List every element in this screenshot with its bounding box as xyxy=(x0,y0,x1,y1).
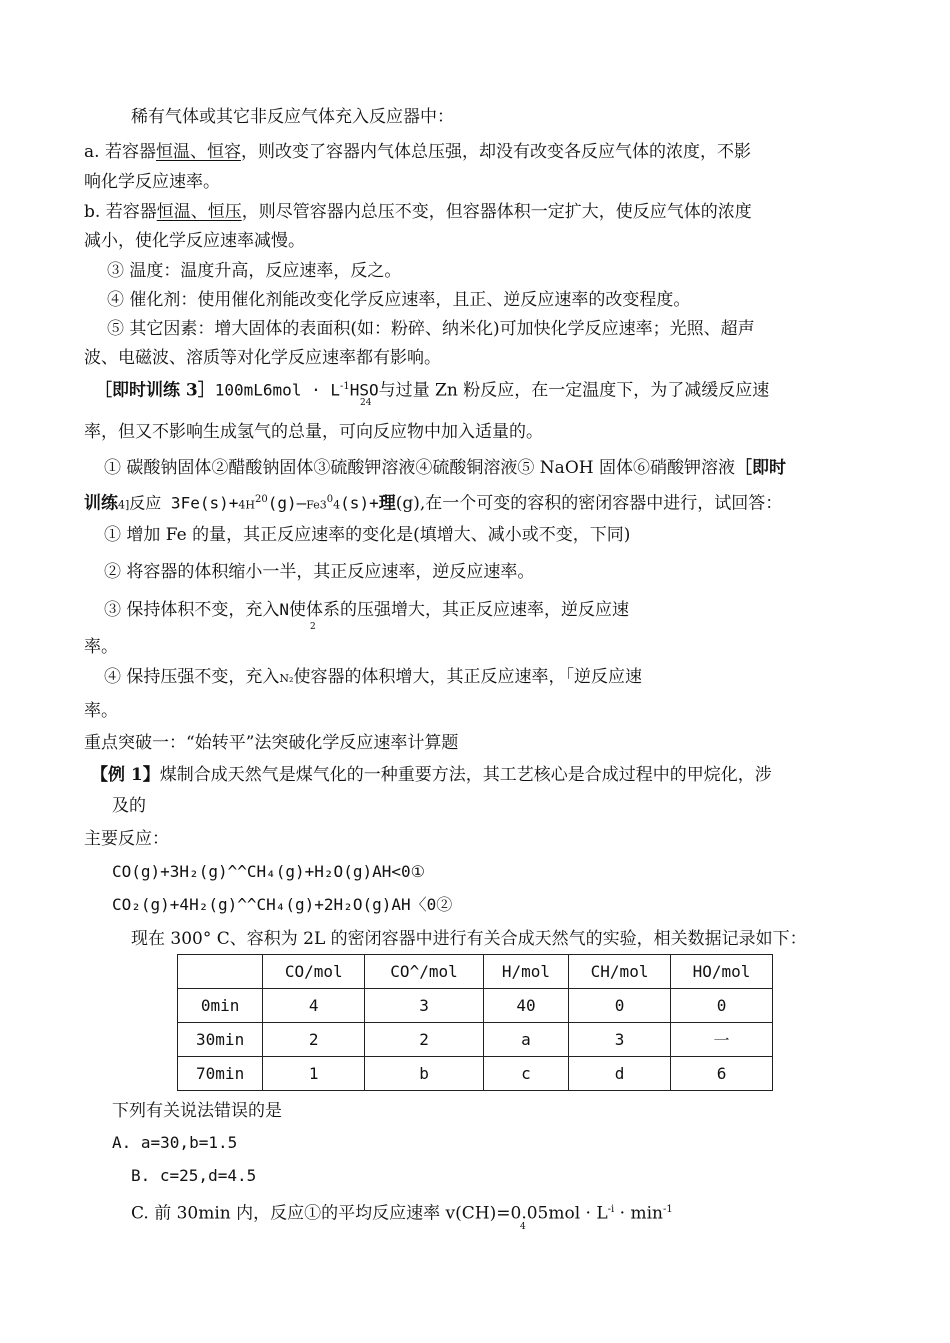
text-line: ④ 保持压强不变，充入N₂使容器的体积增大，其正反应速率，「逆反应速 xyxy=(104,667,642,687)
text-line: 主要反应： xyxy=(84,829,169,849)
equation-1: CO(g)+3H₂(g)^^CH₄(g)+H₂O(g)AH<0① xyxy=(112,862,425,881)
table-cell: 0min xyxy=(178,989,263,1023)
table-cell: 一 xyxy=(671,1023,773,1057)
table-cell: 2 xyxy=(263,1023,365,1057)
table-row xyxy=(178,1057,773,1091)
text-line: ③ 保持体积不变，充入N使体系的压强增大，其正反应速率，逆反应速 xyxy=(104,600,630,620)
text-line: ⑤ 其它因素：增大固体的表面积(如：粉碎、纳米化)可加快化学反应速率；光照、超声 xyxy=(107,319,755,339)
text-line: 现在 300° C、容积为 2L 的密闭容器中进行有关合成天然气的实验，相关数据记录如下： xyxy=(131,929,807,949)
text-line: 响化学反应速率。 xyxy=(84,172,220,192)
text-line: b. 若容器恒温、恒压，则尽管容器内总压不变，但容器体积一定扩大，使反应气体的浓度 xyxy=(84,202,752,222)
section-heading: 重点突破一：“始转平”法突破化学反应速率计算题 xyxy=(84,733,459,753)
table-cell: 70min xyxy=(178,1057,263,1091)
table-cell: a xyxy=(483,1023,568,1057)
text-line: 下列有关说法错误的是 xyxy=(112,1101,282,1121)
subscript: 24 xyxy=(360,398,372,408)
table-cell: b xyxy=(365,1057,484,1091)
text-line: ① 碳酸钠固体②醋酸钠固体③硫酸钾溶液④硫酸铜溶液⑤ NaOH 固体⑥硝酸钾溶液［即时 xyxy=(104,458,786,478)
table-header-cell: CO/mol xyxy=(263,955,365,989)
text-line: ① 增加 Fe 的量，其正反应速率的变化是(填增大、减小或不变，下同) xyxy=(104,525,631,545)
text-line: 稀有气体或其它非反应气体充入反应器中： xyxy=(131,107,454,127)
option-a: A. a=30,b=1.5 xyxy=(112,1133,238,1152)
example-1-line: 【例 1】煤制合成天然气是煤气化的一种重要方法，其工艺核心是合成过程中的甲烷化，涉 xyxy=(91,765,772,785)
table-cell: 1 xyxy=(263,1057,365,1091)
table-header-cell: HO/mol xyxy=(671,955,773,989)
text-line: 波、电磁波、溶质等对化学反应速率都有影响。 xyxy=(84,348,441,368)
table-cell: 2 xyxy=(365,1023,484,1057)
subscript: 2 xyxy=(310,622,316,632)
table-cell: 30min xyxy=(178,1023,263,1057)
text-line: ④ 催化剂：使用催化剂能改变化学反应速率，且正、逆反应速率的改变程度。 xyxy=(107,290,691,310)
table-cell: 6 xyxy=(671,1057,773,1091)
equation-2: CO₂(g)+4H₂(g)^^CH₄(g)+2H₂O(g)AH〈0② xyxy=(112,895,453,914)
table-header-row xyxy=(178,955,773,989)
option-c: C. 前 30min 内，反应①的平均反应速率 $v(CH)=0.05mol \cdot L^{-i} \cdot \min^{-1}$ xyxy=(131,1203,673,1224)
text-line: ② 将容器的体积缩小一半，其正反应速率，逆反应速率。 xyxy=(104,562,535,582)
table-header-cell xyxy=(178,955,263,989)
table-cell: 4 xyxy=(263,989,365,1023)
table-row xyxy=(178,989,773,1023)
exercise-4-line: 训练4]反应 $3Fe(s)+4H^{20}(g)—Fe3^04(s)+$理(g),在一个可变的容积的密闭容器中进行，试回答： xyxy=(84,493,783,514)
table-cell: 40 xyxy=(483,989,568,1023)
table-cell: 0 xyxy=(569,989,671,1023)
text-line: a. 若容器恒温、恒容，则改变了容器内气体总压强，却没有改变各反应气体的浓度，不影 xyxy=(84,142,751,162)
text-line: ③ 温度：温度升高，反应速率，反之。 xyxy=(107,261,402,281)
option-b: B. c=25,d=4.5 xyxy=(131,1166,257,1185)
table-header-cell: H/mol xyxy=(483,955,568,989)
text-line: 减小，使化学反应速率减慢。 xyxy=(84,231,305,251)
table-cell: 0 xyxy=(671,989,773,1023)
table-cell: 3 xyxy=(365,989,484,1023)
table-header-cell: CH/mol xyxy=(569,955,671,989)
text-line: 率。 xyxy=(84,637,118,657)
table-cell: 3 xyxy=(569,1023,671,1057)
exercise-3-line: ［即时训练 3］100mL6mol · $L^{-1}HSO$与过量 Zn 粉反应，在一定温度下，为了减缓反应速 xyxy=(95,380,770,401)
table-header-cell: CO^/mol xyxy=(365,955,484,989)
table-cell: c xyxy=(483,1057,568,1091)
text-line: 率，但又不影响生成氢气的总量，可向反应物中加入适量的。 xyxy=(84,422,543,442)
subscript: 4 xyxy=(520,1222,526,1232)
table-cell: d xyxy=(569,1057,671,1091)
text-line: 率。 xyxy=(84,701,118,721)
text-line: 及的 xyxy=(112,796,146,816)
data-table xyxy=(177,954,773,1091)
table-row xyxy=(178,1023,773,1057)
